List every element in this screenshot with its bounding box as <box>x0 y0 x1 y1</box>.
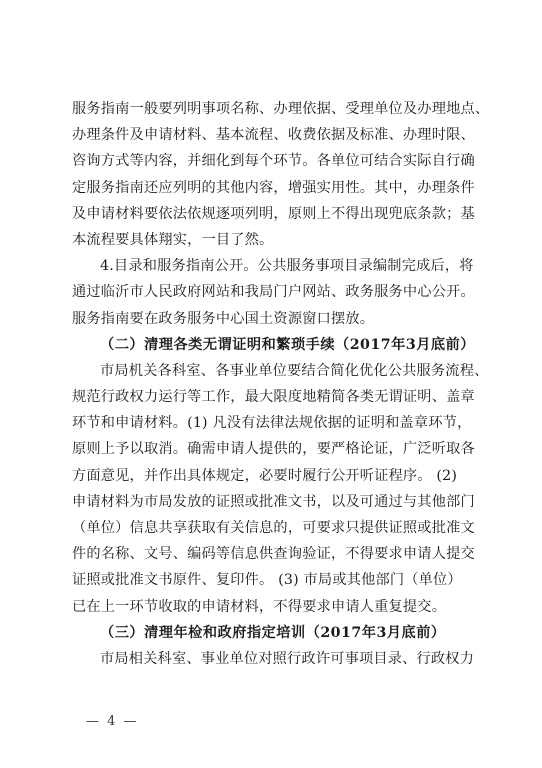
section-heading-2: （二）清理各类无谓证明和繁琐手续（2017年3月底前） <box>100 336 475 353</box>
section-heading-3: （三）清理年检和政府指定培训（2017年3月底前） <box>100 624 446 641</box>
text-line-16: 申请材料为市局发放的证照或批准文书，以及可通过与其他部门 <box>72 493 475 510</box>
text-line-13: 环节和申请材料。(1) 凡没有法律法规依据的证明和盖章环节， <box>72 415 472 432</box>
text-line-5: 及申请材料要依法依规逐项列明，原则上不得出现兜底条款；基 <box>72 205 475 222</box>
text-line-20: 已在上一环节收取的申请材料，不得要求申请人重复提交。 <box>72 598 447 615</box>
text-line-4: 定服务指南还应列明的其他内容，增强实用性。其中，办理条件 <box>72 179 475 196</box>
text-line-1: 服务指南一般要列明事项名称、办理依据、受理单位及办理地点、 <box>72 101 490 117</box>
text-line-3: 咨询方式等内容，并细化到每个环节。各单位可结合实际自行确 <box>72 153 475 170</box>
text-line-22: 市局相关科室、事业单位对照行政许可事项目录、行政权力 <box>100 650 475 667</box>
text-line-18: 件的名称、文号、编码等信息供查询验证，不得要求申请人提交 <box>72 546 475 563</box>
text-line-7: 4.目录和服务指南公开。公共服务事项目录编制完成后，将 <box>100 258 474 275</box>
text-line-17: （单位）信息共享获取有关信息的，可要求只提供证照或批准文 <box>72 520 475 536</box>
page-number: — 4 — <box>86 714 139 729</box>
text-line-19: 证照或批准文书原件、复印件。 (3) 市局或其他部门（单位） <box>72 572 462 589</box>
text-line-6: 本流程要具体翔实，一目了然。 <box>72 231 274 248</box>
text-line-8: 通过临沂市人民政府网站和我局门户网站、政务服务中心公开。 <box>72 284 475 301</box>
text-line-11: 市局机关各科室、各事业单位要结合简化优化公共服务流程、 <box>100 362 489 379</box>
text-line-14: 原则上予以取消。确需申请人提供的，要严格论证，广泛听取各 <box>72 441 475 458</box>
text-line-12: 规范行政权力运行等工作，最大限度地精简各类无谓证明、盖章 <box>72 389 475 406</box>
body-text <box>72 96 490 672</box>
text-line-9: 服务指南要在政务服务中心国土资源窗口摆放。 <box>72 310 375 327</box>
text-line-15: 方面意见，并作出具体规定，必要时履行公开听证程序。 (2) <box>72 467 458 484</box>
text-line-2: 办理条件及申请材料、基本流程、收费依据及标准、办理时限、 <box>72 127 475 144</box>
